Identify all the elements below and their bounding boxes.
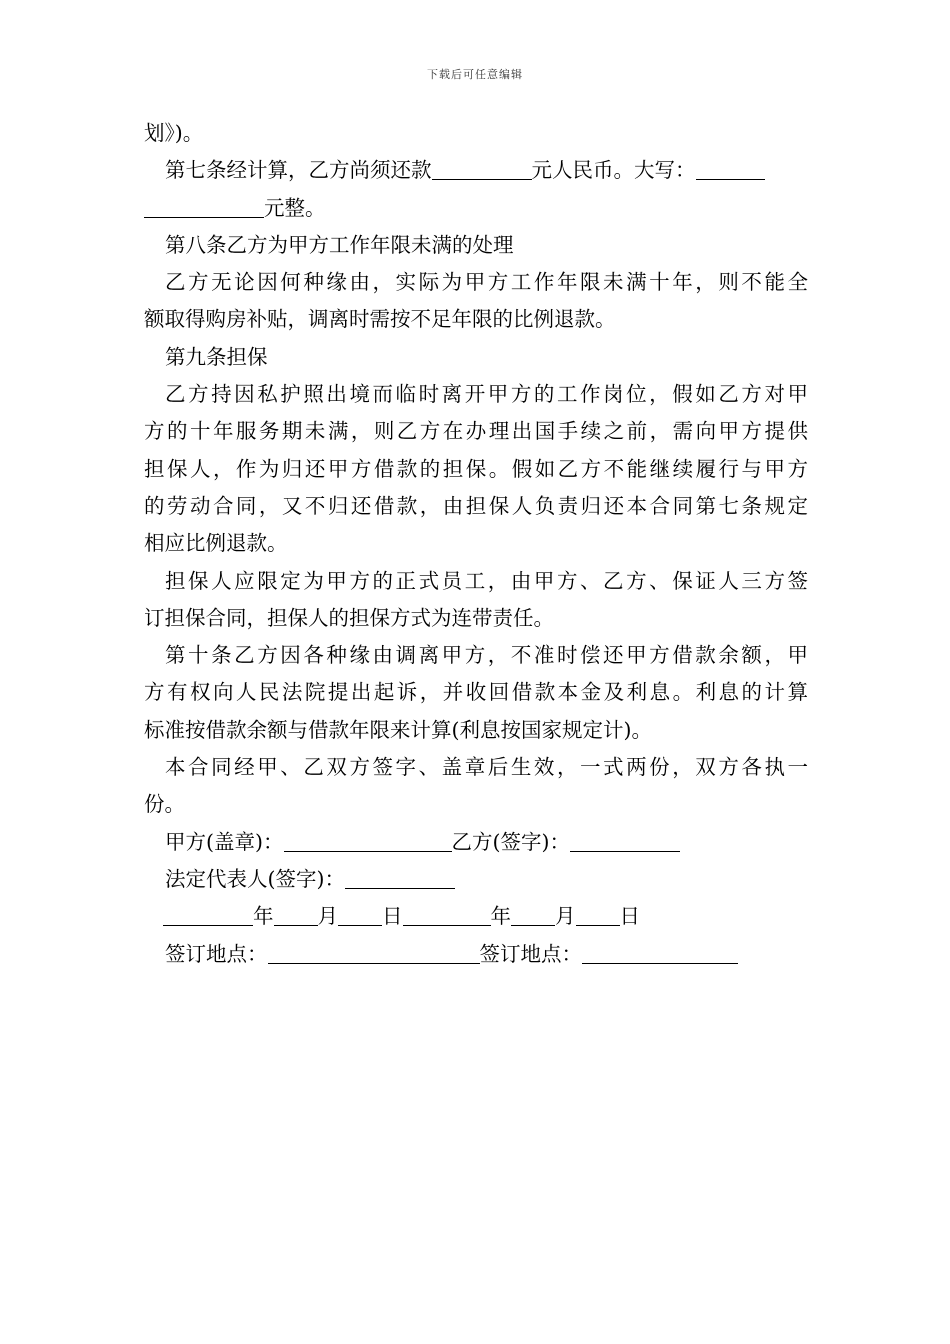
legal-rep-signature-blank: [345, 866, 455, 889]
day-label-b: 日: [619, 904, 640, 929]
article-ten-line: 第十条乙方因各种缘由调离甲方，不准时偿还甲方借款余额，甲: [165, 643, 808, 668]
article-nine-heading: 第九条担保: [165, 344, 268, 369]
paragraph-line: 标准按借款余额与借款年限来计算(利息按国家规定计)。: [144, 717, 652, 742]
paragraph-line: 额取得购房补贴，调离时需按不足年限的比例退款。: [144, 307, 616, 332]
year-label-a: 年: [253, 904, 274, 929]
day-blank-b: [576, 904, 620, 927]
amount-uppercase-blank-end: [144, 195, 264, 218]
paragraph-line: 订担保合同，担保人的担保方式为连带责任。: [144, 605, 554, 630]
party-a-label: 甲方(盖章)：: [165, 829, 284, 854]
paragraph-line: 划》)。: [144, 121, 204, 145]
paragraph-line: 乙方持因私护照出境而临时离开甲方的工作岗位，假如乙方对甲: [165, 382, 808, 407]
paragraph-line: 相应比例退款。: [144, 531, 288, 556]
amount-suffix-text: 元整。: [264, 195, 326, 220]
party-b-signature-blank: [570, 829, 680, 852]
signing-place-label-a: 签订地点：: [165, 941, 268, 966]
paragraph-line: 乙方无论因何种缘由，实际为甲方工作年限未满十年，则不能全: [165, 270, 808, 295]
year-blank-a: [163, 904, 253, 927]
month-label-a: 月: [317, 904, 338, 929]
month-blank-a: [274, 904, 318, 927]
paragraph-line: 方有权向人民法院提出起诉，并收回借款本金及利息。利息的计算: [144, 680, 808, 705]
contract-body: [144, 115, 808, 973]
paragraph-line: 的劳动合同，又不归还借款，由担保人负责归还本合同第七条规定: [144, 493, 808, 518]
paragraph-line: 担保人，作为归还甲方借款的担保。假如乙方不能继续履行与甲方: [144, 456, 808, 481]
article-eight-heading: 第八条乙方为甲方工作年限未满的处理: [165, 232, 514, 257]
month-label-b: 月: [555, 904, 576, 929]
paragraph-line: 份。: [144, 792, 185, 817]
amount-blank: [432, 158, 532, 181]
paragraph-line: 本合同经甲、乙双方签字、盖章后生效，一式两份，双方各执一: [165, 755, 808, 780]
signing-place-label-b: 签订地点：: [479, 941, 582, 966]
amount-unit-text: 元人民币。大写：: [531, 158, 696, 183]
signature-parties-line: [144, 824, 808, 861]
date-line: [144, 898, 808, 935]
month-blank-b: [511, 904, 555, 927]
signing-place-blank-a: [268, 941, 480, 964]
year-blank-b: [403, 904, 491, 927]
paragraph-line: 担保人应限定为甲方的正式员工，由甲方、乙方、保证人三方签: [165, 568, 808, 593]
party-a-signature-blank: [284, 829, 452, 852]
year-label-b: 年: [490, 904, 511, 929]
page-header: 下载后可任意编辑: [427, 68, 523, 81]
article-seven-text: 第七条经计算，乙方尚须还款: [165, 158, 432, 183]
amount-uppercase-line: [144, 190, 808, 227]
party-b-label: 乙方(签字)：: [451, 829, 570, 854]
signing-place-blank-b: [582, 941, 738, 964]
amount-uppercase-blank-start: [696, 158, 765, 181]
day-label-a: 日: [382, 904, 403, 929]
legal-rep-label: 法定代表人(签字)：: [165, 866, 345, 891]
signing-place-line: [144, 936, 808, 973]
day-blank-a: [338, 904, 382, 927]
legal-rep-line: [144, 861, 808, 898]
article-seven-line: [144, 152, 808, 189]
paragraph-line: 方的十年服务期未满，则乙方在办理出国手续之前，需向甲方提供: [144, 419, 808, 444]
